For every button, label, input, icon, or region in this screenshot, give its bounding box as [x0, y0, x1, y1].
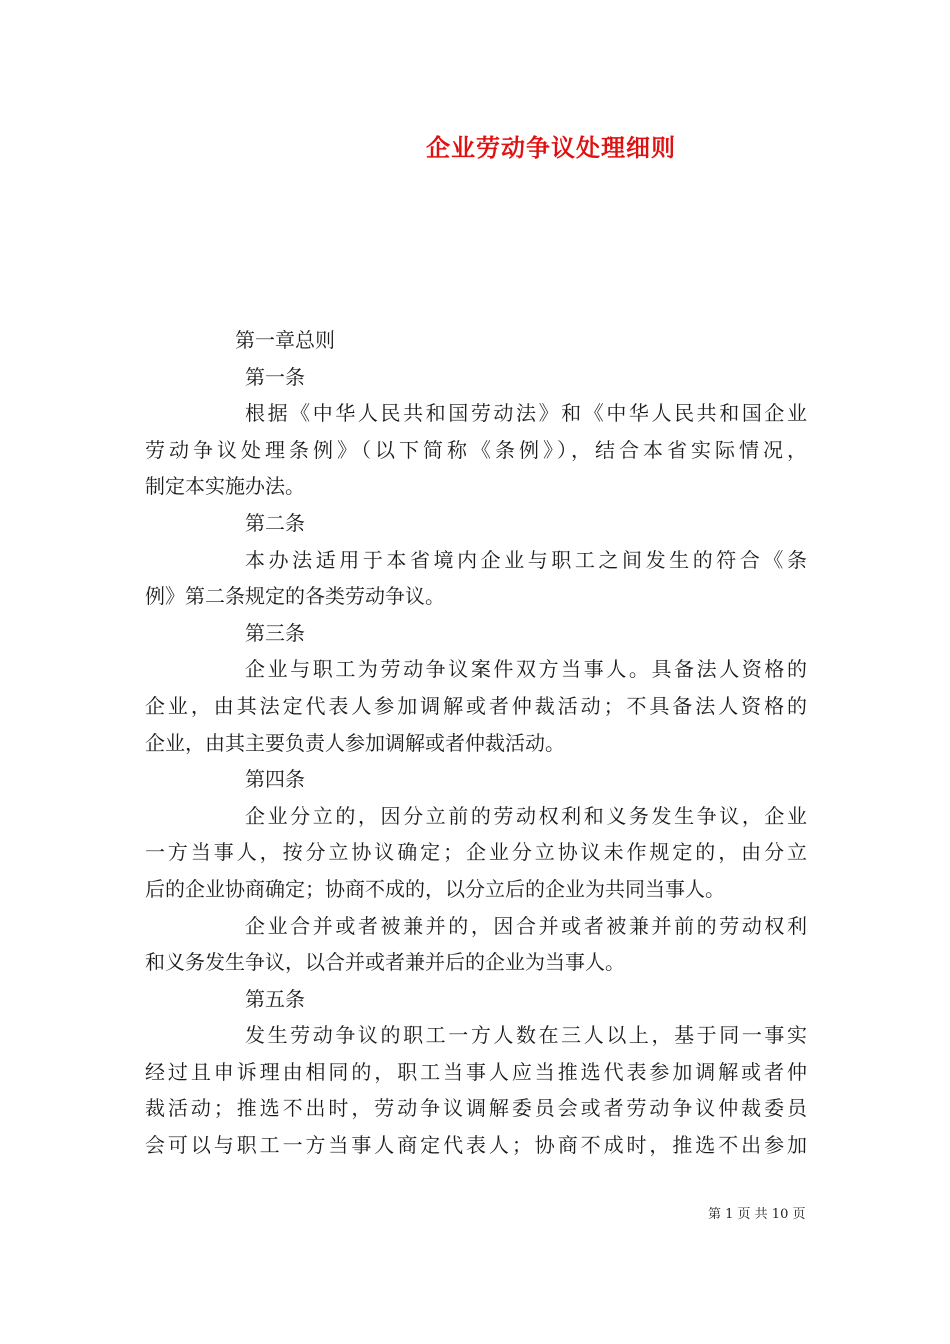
body-text-line: 企业，由其主要负责人参加调解或者仲裁活动。 [145, 730, 565, 755]
article-heading: 第一条 [245, 364, 305, 389]
document-title: 企业劳动争议处理细则 [426, 133, 676, 162]
body-text-line: 一方当事人，按分立协议确定；企业分立协议未作规定的，由分立 [145, 840, 807, 865]
body-text-line: 会可以与职工一方当事人商定代表人；协商不成时，推选不出参加 [145, 1133, 807, 1158]
article-heading: 第五条 [245, 986, 305, 1011]
body-text-line: 和义务发生争议，以合并或者兼并后的企业为当事人。 [145, 950, 625, 975]
body-text-line: 根据《中华人民共和国劳动法》和《中华人民共和国企业 [245, 401, 807, 426]
body-text-line: 例》第二条规定的各类劳动争议。 [145, 584, 445, 609]
document-body [145, 322, 807, 1164]
body-text-line: 裁活动；推选不出时，劳动争议调解委员会或者劳动争议仲裁委员 [145, 1096, 807, 1121]
article-heading: 第二条 [245, 510, 305, 535]
body-text-line: 本办法适用于本省境内企业与职工之间发生的符合《条 [245, 547, 807, 572]
body-text-line: 企业与职工为劳动争议案件双方当事人。具备法人资格的 [245, 657, 807, 682]
article-heading: 第三条 [245, 620, 305, 645]
body-text-line: 发生劳动争议的职工一方人数在三人以上，基于同一事实 [245, 1023, 807, 1048]
body-text-line: 企业分立的，因分立前的劳动权利和义务发生争议，企业 [245, 803, 807, 828]
article-heading: 第四条 [245, 767, 305, 792]
page-number-footer: 第 1 页 共 10 页 [708, 1207, 806, 1222]
body-text-line: 经过且申诉理由相同的，职工当事人应当推选代表参加调解或者仲 [145, 1059, 807, 1084]
body-text-line: 劳动争议处理条例》（以下简称《条例》），结合本省实际情况， [145, 437, 807, 462]
body-text-line: 制定本实施办法。 [145, 474, 305, 499]
body-text-line: 企业合并或者被兼并的，因合并或者被兼并前的劳动权利 [245, 913, 807, 938]
body-text-line: 企业，由其法定代表人参加调解或者仲裁活动；不具备法人资格的 [145, 693, 807, 718]
chapter-heading: 第一章总则 [235, 328, 335, 352]
body-text-line: 后的企业协商确定；协商不成的，以分立后的企业为共同当事人。 [145, 876, 725, 901]
